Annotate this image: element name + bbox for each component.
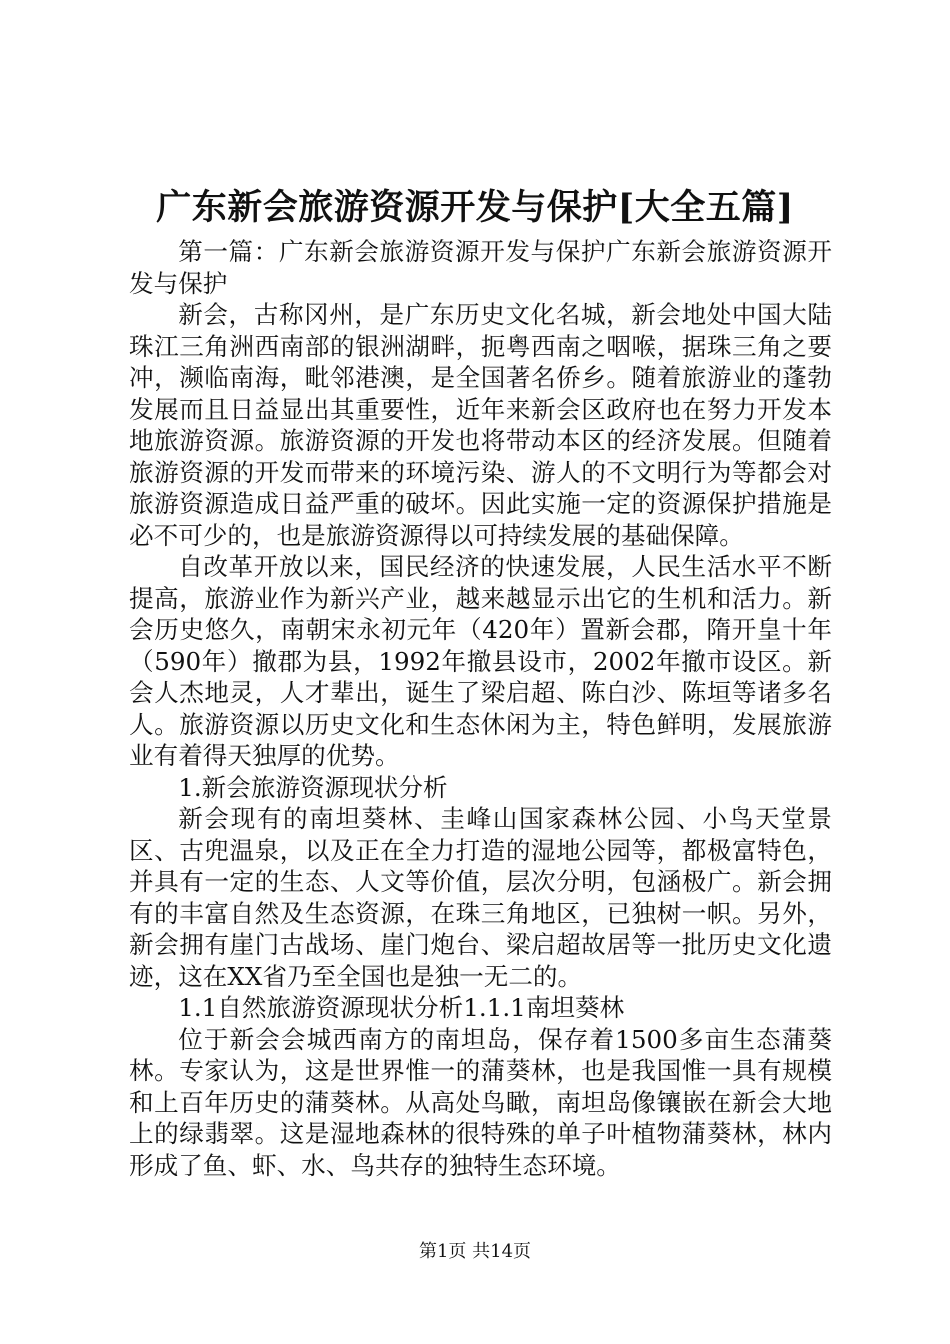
page-footer: 第1页 共14页 (418, 1241, 532, 1262)
document-body (129, 236, 832, 1181)
paragraph-intro: 新会，古称冈州，是广东历史文化名城，新会地处中国大陆珠江三角洲西南部的银洲湖畔，扼粤西南之咽喉，据珠三角之要冲，濒临南海，毗邻港澳，是全国著名侨乡。随着旅游业的蓬勃发展而且日益显出其重要性，近年来新会区政府也在努力开发本地旅游资源。旅游资源的开发也将带动本区的经济发展。但随着旅游资源的开发而带来的环境污染、游人的不文明行为等都会对旅游资源造成日益严重的破坏。因此实施一定的资源保护措施是必不可少的，也是旅游资源得以可持续发展的基础保障。 (129, 300, 832, 550)
paragraph-nantan: 位于新会会城西南方的南坦岛，保存着1500多亩生态蒲葵林。专家认为，这是世界惟一的蒲葵林，也是我国惟一具有规模和上百年历史的蒲葵林。从高处鸟瞰，南坦岛像镶嵌在新会大地上的绿翡翠。这是湿地森林的很特殊的单子叶植物蒲葵林，林内形成了鱼、虾、水、鸟共存的独特生态环境。 (129, 1024, 832, 1180)
section-heading-status: 1.新会旅游资源现状分析 (178, 772, 448, 802)
document-title: 广东新会旅游资源开发与保护[大全五篇] (156, 187, 794, 228)
subsection-heading-natural: 1.1自然旅游资源现状分析1.1.1南坦葵林 (178, 993, 625, 1022)
paragraph-history: 自改革开放以来，国民经济的快速发展，人民生活水平不断提高，旅游业作为新兴产业，越来越显示出它的生机和活力。新会历史悠久，南朝宋永初元年（420年）置新会郡，隋开皇十年（590年）撤郡为县，1992年撤县设市，2002年撤市设区。新会人杰地灵，人才辈出，诞生了梁启超、陈白沙、陈垣等诸多名人。旅游资源以历史文化和生态休闲为主，特色鲜明，发展旅游业有着得天独厚的优势。 (129, 552, 832, 770)
paragraph-heading-part-one: 第一篇：广东新会旅游资源开发与保护广东新会旅游资源开发与保护 (129, 237, 832, 298)
paragraph-status: 新会现有的南坦葵林、圭峰山国家森林公园、小鸟天堂景区、古兜温泉，以及正在全力打造的湿地公园等，都极富特色，并具有一定的生态、人文等价值，层次分明，包涵极广。新会拥有的丰富自然及生态资源，在珠三角地区，已独树一帜。另外，新会拥有崖门古战场、崖门炮台、梁启超故居等一批历史文化遗迹，这在XX省乃至全国也是独一无二的。 (129, 804, 832, 991)
